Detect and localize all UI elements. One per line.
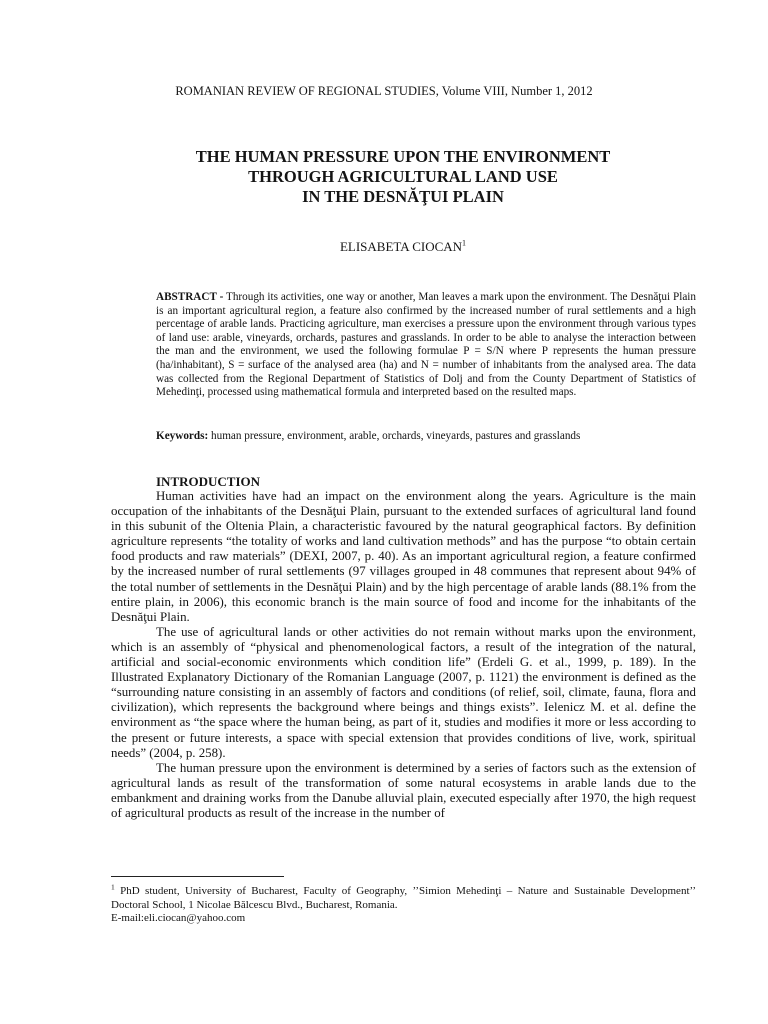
title-line-1: THE HUMAN PRESSURE UPON THE ENVIRONMENT — [195, 147, 611, 166]
footnote-text-line — [111, 882, 697, 912]
author-line — [0, 239, 768, 255]
paragraph: The human pressure upon the environment is determined by a series of factors such as the extension of agricultural lands as result of the transformation of some natural ecosystems in arable lands due to the embankment and draining works from the Danube alluvial plain, executed especially after 1970, the high request of agricultural products as result of the increase in the number of — [111, 760, 696, 820]
footnote-mark: 1 — [111, 882, 115, 892]
paragraph: Human activities have had an impact on the environment along the years. Agriculture is the main occupation of the inhabitants of the Desnăţui Plain, pursuant to the extended surfaces of agricultural land found in this subunit of the Oltenia Plain, a characteristic favoured by the natural geographical factors. By definition agriculture represents “the totality of works and land cultivation methods” and has the purpose “to obtain certain food products and raw materials” (DEXI, 2007, p. 40). As an important agricultural region, a feature confirmed by the increased number of rural settlements (97 villages grouped in 48 communes that represent about 94% of the total number of settlements in the Desnăţui Plain) and by the high percentage of arable lands (88.1% from the entire plain, in 2006), this economic branch is the main source of food and income for the inhabitants of the Desnăţui Plain. — [111, 489, 696, 624]
footnote-text: PhD student, University of Bucharest, Faculty of Geography, ’’Simion Mehedinţi – Nature and Sustainable Development’’ Doctoral School, 1 Nicolae Bălcescu Blvd., Bucharest, Romania. — [111, 885, 697, 911]
paper-title — [0, 147, 768, 207]
footnote-divider — [111, 876, 284, 877]
footnote-email: E-mail:eli.ciocan@yahoo.com — [111, 912, 246, 924]
paragraph: The use of agricultural lands or other activities do not remain without marks upon the environment, which is an assembly of “physical and phenomenological factors, a result of the integration of the natural, artificial and social-economic environments which condition life” (Erdeli G. et al., 1999, p. 189). In the Illustrated Explanatory Dictionary of the Romanian Language (2007, p. 1121) the environment is defined as the “surrounding nature consisting in an assembly of factors and conditions (of relief, soil, climate, fauna, flora and civilization), which represents the background where beings and things exists”. Ielenicz M. et al. define the environment as “the space where the human being, as part of it, studies and modifies it more or less according to the present or future interests, a space with special extension that provides conditions of live, work, spiritual needs” (2004, p. 258). — [111, 624, 696, 760]
section-heading: INTRODUCTION — [156, 474, 261, 489]
abstract — [156, 291, 696, 400]
keywords-text: human pressure, environment, arable, orchards, vineyards, pastures and grasslands — [211, 430, 581, 442]
abstract-text: Through its activities, one way or another, Man leaves a mark upon the environment. The Desnăţui Plain is an important agricultural region, a feature also confirmed by the increased number of rural settlements and a high percentage of arable lands. Practicing agriculture, man exercises a pressure upon the environment through various types of land use: arable, vineyards, orchards, pastures and grasslands. In order to be able to analyse the interaction between the man and the environment, we used the following formulae P = S/N where P represents the human pressure (ha/inhabitant), S = surface of the analysed area (ha) and N = number of inhabitants from the analysed area. The data was collected from the Regional Department of Statistics of Dolj and from the County Department of Statistics of Mehedinţi, processed using mathematical formula and interpreted based on the resulted maps. — [156, 291, 696, 399]
journal-header: ROMANIAN REVIEW OF REGIONAL STUDIES, Volume VIII, Number 1, 2012 — [175, 84, 593, 98]
abstract-label: ABSTRACT - — [156, 291, 224, 303]
body-text — [111, 489, 696, 821]
author-footnote-mark: 1 — [462, 238, 467, 248]
footnote — [111, 882, 697, 926]
keywords — [156, 430, 696, 444]
title-line-3: IN THE DESNĂŢUI PLAIN — [302, 187, 504, 206]
author-name: ELISABETA CIOCAN — [339, 239, 463, 254]
keywords-label: Keywords: — [156, 430, 209, 442]
title-line-2: THROUGH AGRICULTURAL LAND USE — [248, 167, 558, 186]
